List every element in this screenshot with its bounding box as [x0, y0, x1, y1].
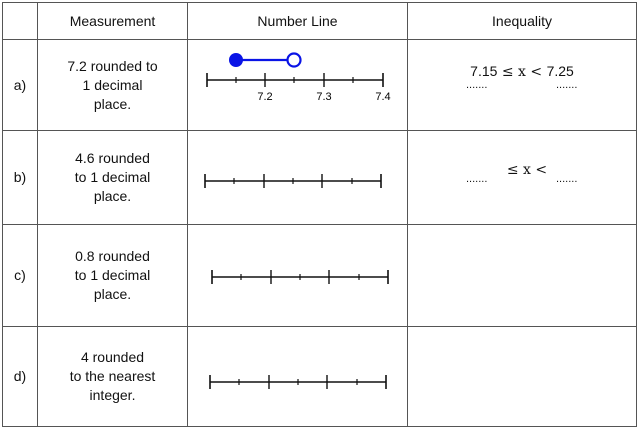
inequality-expression	[408, 161, 636, 185]
measurement-line: to 1 decimal	[74, 169, 151, 185]
row-label: a)	[3, 40, 38, 131]
measurement-cell	[38, 327, 188, 427]
inequality-cell	[408, 225, 637, 327]
measurement-line: to the nearest	[69, 368, 156, 384]
answer-blank-left: .......	[466, 79, 488, 91]
number-line-cell	[188, 327, 408, 427]
row-d	[3, 327, 637, 427]
number-line-cell	[188, 40, 408, 131]
tick-label: 7.4	[375, 91, 391, 103]
measurement-cell	[38, 40, 188, 131]
tick-label: 7.3	[316, 91, 332, 103]
measurement-line: place.	[93, 95, 132, 112]
open-endpoint	[288, 54, 301, 67]
inequality-expression	[408, 62, 636, 82]
measurement-cell	[38, 225, 188, 327]
measurement-line: 1 decimal	[82, 76, 143, 93]
number-line-d	[188, 327, 407, 426]
header-label-cell	[3, 3, 38, 40]
inequality-cell	[408, 327, 637, 427]
row-label: b)	[3, 131, 38, 225]
row-label: d)	[3, 327, 38, 427]
measurement-cell	[38, 131, 188, 225]
measurement-line: to 1 decimal	[74, 267, 151, 283]
row-c	[3, 225, 637, 327]
inequality-symbol: ≤ x <	[506, 162, 548, 178]
inequality-symbol: ≤ x <	[501, 64, 543, 80]
inequality-cell	[408, 40, 637, 131]
header-row	[3, 3, 637, 40]
measurement-line: 4.6 rounded	[75, 150, 150, 166]
lower-bound: 7.15	[470, 63, 498, 79]
inequality-cell	[408, 131, 637, 225]
header-inequality: Inequality	[408, 3, 637, 40]
row-label: c)	[3, 225, 38, 327]
tick-label: 7.2	[257, 91, 273, 103]
answer-blank-right: .......	[556, 173, 578, 185]
closed-endpoint	[229, 53, 243, 67]
header-measurement: Measurement	[38, 3, 188, 40]
row-a	[3, 40, 637, 131]
measurement-line: place.	[93, 188, 132, 204]
row-b	[3, 131, 637, 225]
rounding-worksheet-table	[2, 2, 637, 427]
measurement-line: place.	[93, 286, 132, 302]
number-line-a	[188, 40, 407, 130]
number-line-cell	[188, 131, 408, 225]
measurement-line: 0.8 rounded	[75, 248, 150, 264]
answer-blank-right: .......	[556, 79, 578, 91]
upper-bound: 7.25	[546, 63, 574, 79]
measurement-line: integer.	[89, 387, 136, 403]
answer-blank-left: .......	[466, 173, 488, 185]
measurement-line: 7.2 rounded to	[67, 57, 158, 74]
number-line-c	[188, 225, 407, 326]
header-number-line: Number Line	[188, 3, 408, 40]
number-line-b	[188, 131, 407, 224]
measurement-line: 4 rounded	[80, 349, 145, 365]
number-line-cell	[188, 225, 408, 327]
